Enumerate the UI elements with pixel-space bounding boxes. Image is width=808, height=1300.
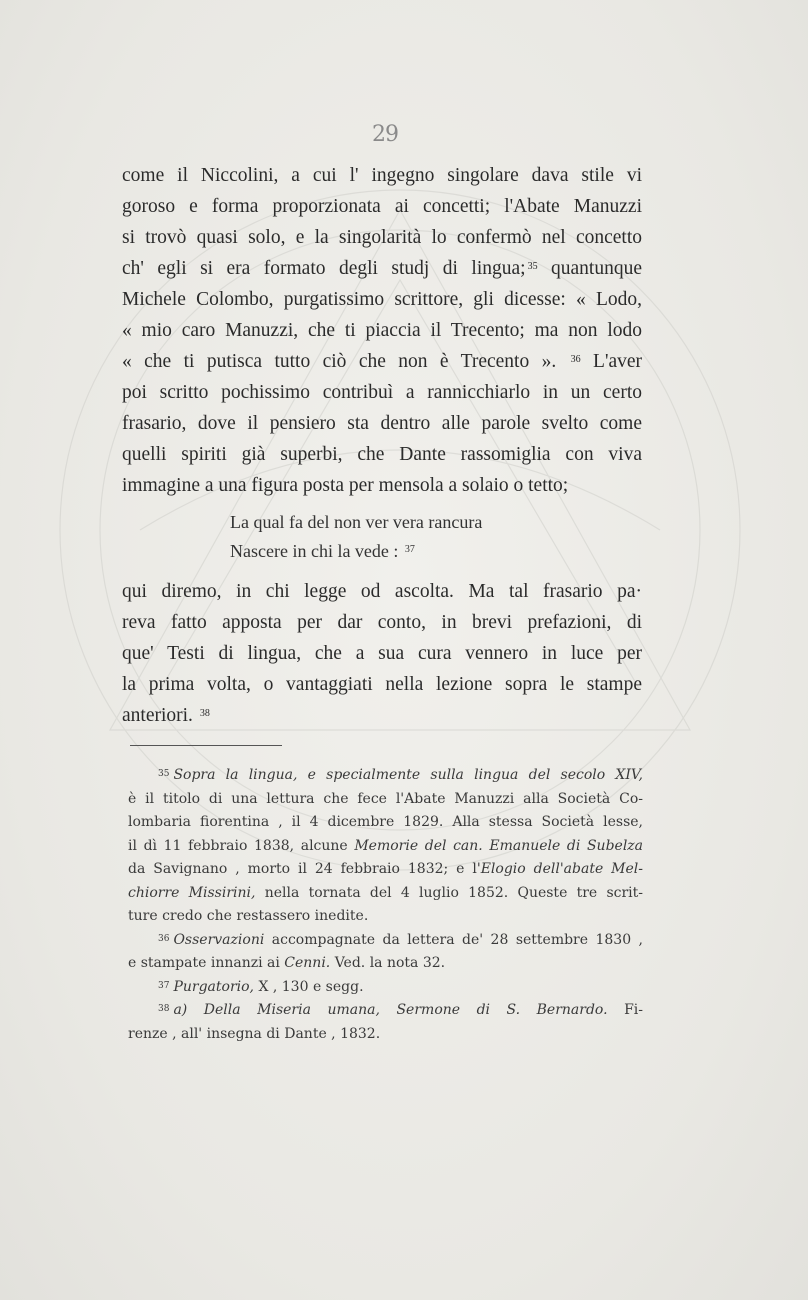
text-line: ch' egli si era formato degli studj di lingua; $^{35}$ quantunque	[122, 258, 642, 279]
text-line: Michele Colombo, purgatissimo scrittore, gli dicesse: « Lodo,	[122, 289, 642, 310]
footnote-ref-35[interactable]: 35	[527, 261, 538, 272]
text-line: anteriori. $^{38}$	[122, 705, 210, 726]
page-number: 29	[372, 122, 398, 147]
footnote-38: $^{38}$ a) Della Miseria umana, Sermone di S. Bernardo. Fi- renze , all' insegna di Dante , 1832.	[128, 1002, 644, 1042]
text-line: reva fatto apposta per dar conto, in brevi prefazioni, di	[122, 612, 642, 633]
footnote-35: $^{35}$ Sopra la lingua, e specialmente sulla lingua del secolo XIV, è il titolo di una lettura che fece l'Abate Manuzzi alla Società Co- lombaria fiorentina , il 4 dicembre 1829. Alla stessa Società lesse, il dì 11 febbraio 1838, alcune Memorie del can. Emanuele di Subelza da Savignano , morto il 24 febbraio 1832; e l'Elogio dell'abate Mel- chiorre Missirini, nella tornata del 4 luglio 1852. Queste tre scrit- ture credo che restassero inedite.	[128, 767, 644, 924]
text-line: immagine a una figura posta per mensola a solaio o tetto;	[122, 475, 569, 496]
text-line: quelli spiriti già superbi, che Dante rassomiglia con viva	[122, 444, 642, 465]
text-line: frasario, dove il pensiero sta dentro alle parole svelto come	[122, 413, 642, 434]
text-line: la prima volta, o vantaggiati nella lezione sopra le stampe	[122, 674, 642, 695]
paragraph-1	[122, 160, 642, 501]
footnote-ref-36[interactable]: 36	[570, 354, 581, 365]
text-line: goroso e forma proporzionata ai concetti; l'Abate Manuzzi	[122, 196, 642, 217]
footnote-number: 35	[158, 769, 170, 779]
footnotes	[128, 764, 643, 1046]
footnote-36: $^{36}$ Osservazioni accompagnate da lettera de' 28 settembre 1830 , e stampate innanzi ai Cenni. Ved. la nota 32.	[128, 931, 643, 971]
paragraph-2	[122, 576, 642, 731]
text-line: si trovò quasi solo, e la singolarità lo confermò nel concetto	[122, 227, 642, 248]
text-line: « mio caro Manuzzi, che ti piaccia il Trecento; ma non lodo	[122, 320, 642, 341]
footnote-ref-38[interactable]: 38	[199, 708, 210, 719]
verse-quotation	[230, 508, 482, 566]
verse-line: Nascere in chi la vede : $^{37}$	[230, 541, 415, 561]
text-line: que' Testi di lingua, che a sua cura vennero in luce per	[122, 643, 642, 664]
footnote-ref-37[interactable]: 37	[404, 544, 415, 555]
footnote-separator	[130, 745, 282, 746]
verse-line: La qual fa del non ver vera rancura	[230, 512, 483, 532]
text-line: qui diremo, in chi legge od ascolta. Ma tal frasario pa·	[122, 581, 642, 602]
footnote-number: 36	[158, 933, 170, 944]
text-line: poi scritto pochissimo contribuì a rannicchiarlo in un certo	[122, 382, 642, 403]
footnote-number: 38	[158, 1004, 170, 1014]
text-line: « che ti putisca tutto ciò che non è Trecento ». $^{36}$ L'aver	[122, 351, 643, 372]
footnote-number: 37	[158, 980, 170, 991]
footnote-37: $^{37}$ Purgatorio, X , 130 e segg.	[158, 978, 364, 995]
text-line: come il Niccolini, a cui l' ingegno singolare dava stile vi	[122, 165, 642, 186]
